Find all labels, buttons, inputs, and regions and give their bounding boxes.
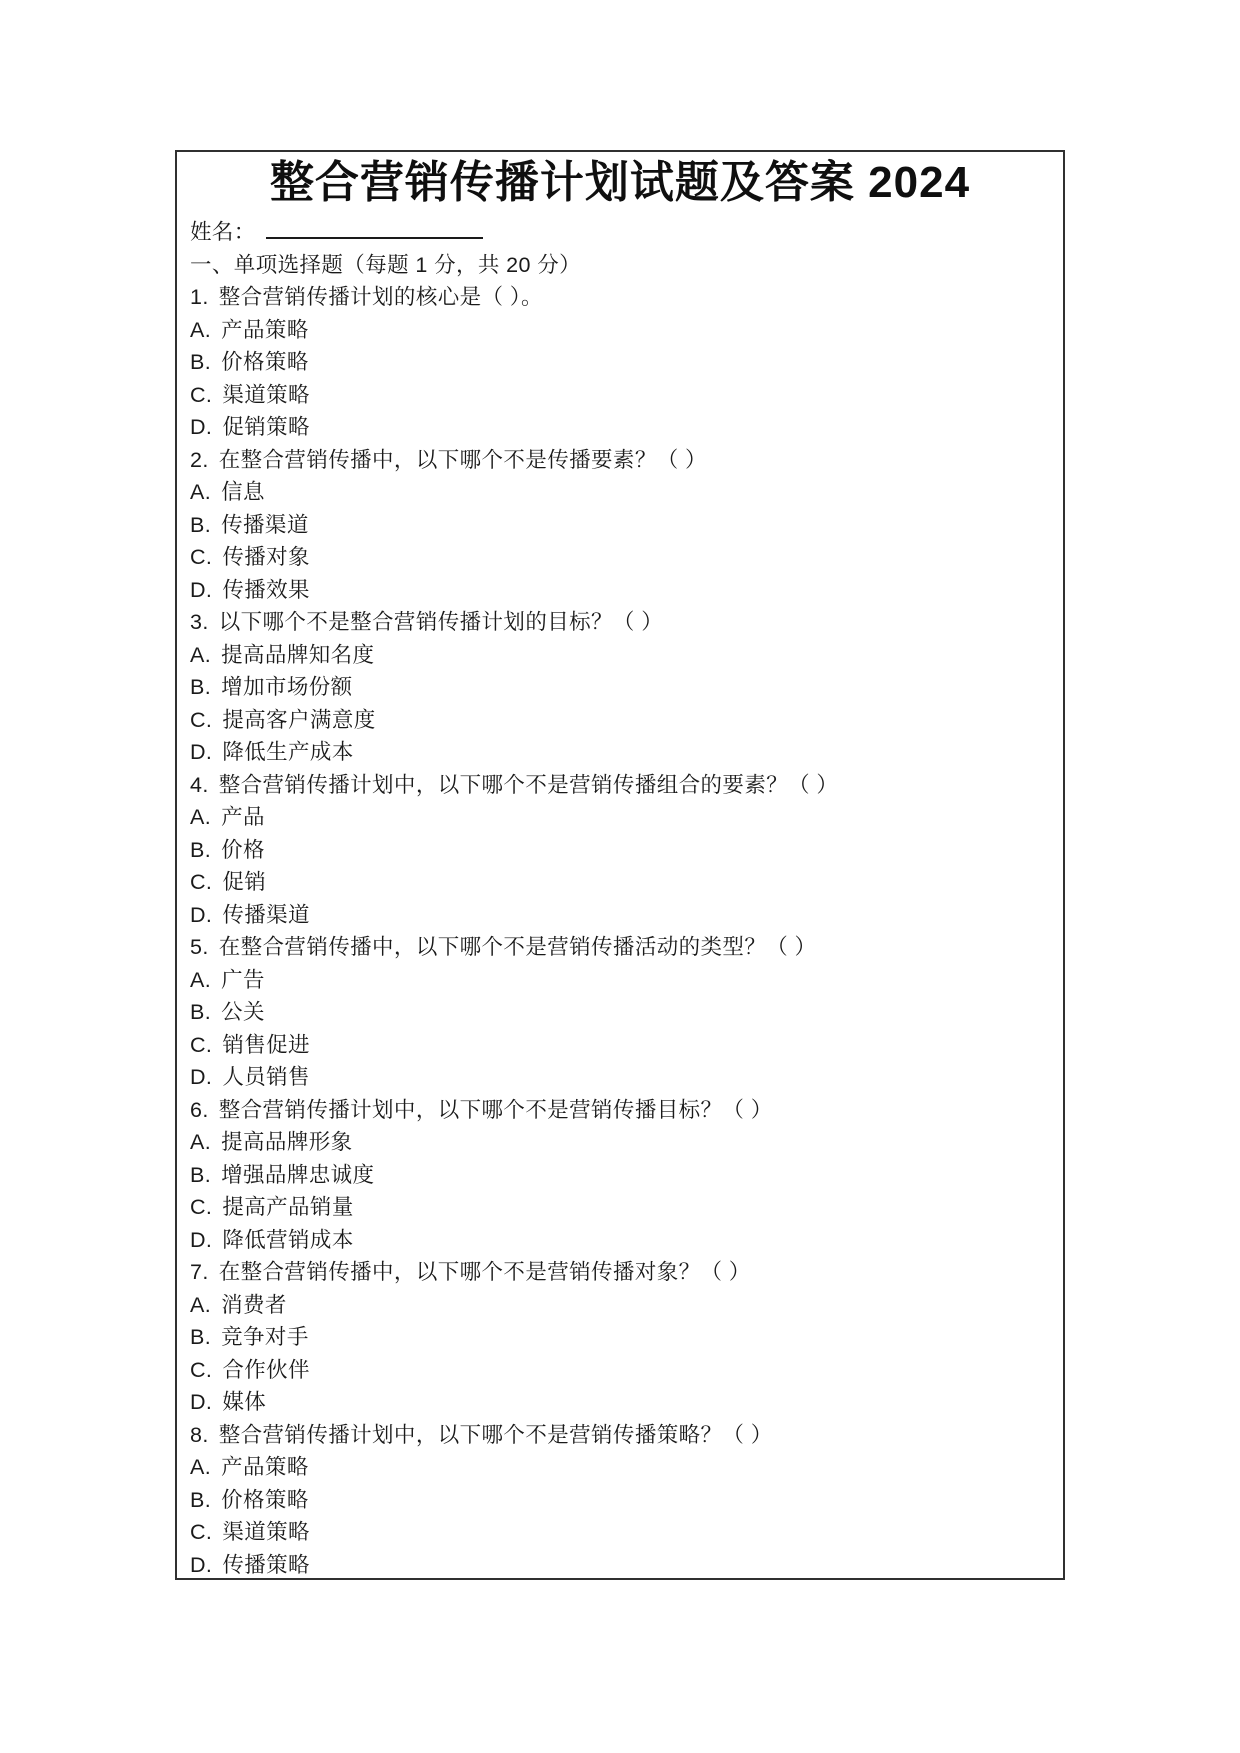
option-line [190, 1224, 1050, 1257]
question-number: 6. [190, 1097, 209, 1122]
option-label: A. [190, 1292, 212, 1317]
option-text: 增强品牌忠诚度 [221, 1162, 375, 1187]
option-line [190, 1159, 1050, 1192]
question-number: 1. [190, 285, 209, 309]
option-line [190, 736, 1050, 769]
question-text: 整合营销传播计划中，以下哪个不是营销传播策略？（ ） [218, 1422, 773, 1447]
option-text: 信息 [221, 480, 265, 504]
question-line [190, 769, 1050, 802]
option-line [190, 996, 1050, 1029]
option-line [190, 639, 1050, 672]
question-line [190, 1256, 1050, 1289]
option-text: 传播效果 [222, 577, 310, 602]
option-label: C. [190, 545, 213, 569]
question-line [190, 1419, 1050, 1452]
question-block [190, 1419, 1050, 1582]
option-line [190, 1516, 1050, 1549]
option-line [190, 1484, 1050, 1517]
question-text: 整合营销传播计划中，以下哪个不是营销传播组合的要素？（ ） [218, 772, 839, 797]
question-number: 8. [190, 1422, 209, 1447]
option-text: 人员销售 [222, 1065, 310, 1089]
option-text: 产品 [221, 805, 265, 829]
question-line [190, 1094, 1050, 1127]
option-label: D. [190, 1390, 213, 1414]
option-label: C. [190, 870, 213, 894]
option-line [190, 704, 1050, 737]
option-text: 传播策略 [222, 1552, 310, 1577]
option-text: 价格策略 [221, 1487, 309, 1512]
option-line [190, 834, 1050, 867]
option-line [190, 964, 1050, 997]
section-heading: 一、单项选择题（每题 1 分，共 20 分） [190, 252, 582, 277]
option-label: D. [190, 577, 213, 602]
option-label: B. [190, 675, 212, 699]
option-label: D. [190, 740, 213, 764]
question-text: 整合营销传播计划中，以下哪个不是营销传播目标？（ ） [218, 1097, 773, 1122]
question-block [190, 281, 1050, 444]
option-text: 降低营销成本 [222, 1227, 354, 1252]
option-text: 销售促进 [222, 1032, 310, 1057]
option-label: D. [190, 1227, 213, 1252]
option-line [190, 346, 1050, 379]
option-text: 媒体 [222, 1390, 267, 1414]
option-line [190, 1289, 1050, 1322]
question-line [190, 281, 1050, 314]
option-label: D. [190, 1552, 213, 1577]
question-text: 在整合营销传播中，以下哪个不是营销传播活动的类型？（ ） [218, 935, 817, 959]
option-label: B. [190, 1000, 212, 1024]
option-line [190, 899, 1050, 932]
option-text: 产品策略 [221, 317, 309, 342]
option-text: 渠道策略 [222, 1520, 310, 1544]
option-label: C. [190, 382, 213, 407]
option-label: C. [190, 1520, 213, 1544]
option-line [190, 509, 1050, 542]
option-text: 提高品牌形象 [221, 1130, 353, 1154]
option-line [190, 1549, 1050, 1582]
question-number: 2. [190, 447, 209, 472]
option-label: A. [190, 480, 212, 504]
option-line [190, 1191, 1050, 1224]
option-label: A. [190, 642, 212, 667]
option-label: C. [190, 707, 213, 732]
option-label: C. [190, 1195, 213, 1219]
option-text: 产品策略 [221, 1455, 309, 1479]
question-block [190, 1094, 1050, 1257]
option-label: B. [190, 1162, 212, 1187]
option-line [190, 1061, 1050, 1094]
option-line [190, 1126, 1050, 1159]
option-label: B. [190, 1487, 212, 1512]
exam-sheet [175, 150, 1065, 1580]
question-block [190, 606, 1050, 769]
name-row [190, 216, 1050, 249]
option-label: C. [190, 1032, 213, 1057]
option-label: B. [190, 1325, 212, 1349]
question-text: 在整合营销传播中，以下哪个不是传播要素？（ ） [218, 447, 707, 472]
question-list [190, 281, 1050, 1581]
option-label: D. [190, 902, 213, 927]
option-line [190, 411, 1050, 444]
name-label: 姓名： [190, 220, 256, 244]
option-line [190, 541, 1050, 574]
question-block [190, 1256, 1050, 1419]
option-line [190, 314, 1050, 347]
question-number: 3. [190, 610, 209, 634]
question-block [190, 444, 1050, 607]
question-line [190, 606, 1050, 639]
option-label: A. [190, 1455, 212, 1479]
name-blank-line [266, 218, 483, 239]
option-text: 促销 [222, 870, 267, 894]
option-line [190, 866, 1050, 899]
option-label: A. [190, 967, 212, 992]
question-text: 整合营销传播计划的核心是（ ）。 [218, 285, 543, 309]
option-line [190, 1451, 1050, 1484]
question-text: 以下哪个不是整合营销传播计划的目标？（ ） [218, 610, 664, 634]
option-text: 消费者 [221, 1292, 287, 1317]
option-line [190, 671, 1050, 704]
option-label: A. [190, 317, 212, 342]
option-label: C. [190, 1357, 213, 1382]
option-text: 竞争对手 [221, 1325, 309, 1349]
option-line [190, 1386, 1050, 1419]
option-line [190, 1321, 1050, 1354]
option-line [190, 1029, 1050, 1062]
question-text: 在整合营销传播中，以下哪个不是营销传播对象？（ ） [218, 1260, 751, 1284]
option-label: A. [190, 805, 212, 829]
option-line [190, 379, 1050, 412]
option-text: 合作伙伴 [222, 1357, 310, 1382]
option-label: B. [190, 350, 212, 374]
option-label: B. [190, 837, 212, 862]
option-line [190, 574, 1050, 607]
option-text: 渠道策略 [222, 382, 310, 407]
option-line [190, 1354, 1050, 1387]
option-text: 增加市场份额 [221, 675, 353, 699]
question-number: 7. [190, 1260, 209, 1284]
option-label: D. [190, 415, 213, 439]
question-line [190, 931, 1050, 964]
option-label: D. [190, 1065, 213, 1089]
option-text: 广告 [221, 967, 265, 992]
question-block [190, 931, 1050, 1094]
option-text: 降低生产成本 [222, 740, 354, 764]
option-line [190, 801, 1050, 834]
option-text: 传播渠道 [221, 512, 309, 537]
option-text: 公关 [221, 1000, 265, 1024]
option-text: 提高产品销量 [222, 1195, 354, 1219]
question-number: 4. [190, 772, 209, 797]
question-line [190, 444, 1050, 477]
option-text: 促销策略 [222, 415, 310, 439]
option-text: 提高客户满意度 [222, 707, 376, 732]
option-line [190, 476, 1050, 509]
question-block [190, 769, 1050, 932]
page-title: 整合营销传播计划试题及答案 2024 [269, 158, 971, 207]
option-text: 传播对象 [222, 545, 310, 569]
question-number: 5. [190, 935, 209, 959]
option-label: B. [190, 512, 212, 537]
option-label: A. [190, 1130, 212, 1154]
option-text: 价格 [221, 837, 265, 862]
option-text: 传播渠道 [222, 902, 310, 927]
option-text: 价格策略 [221, 350, 309, 374]
option-text: 提高品牌知名度 [221, 642, 375, 667]
